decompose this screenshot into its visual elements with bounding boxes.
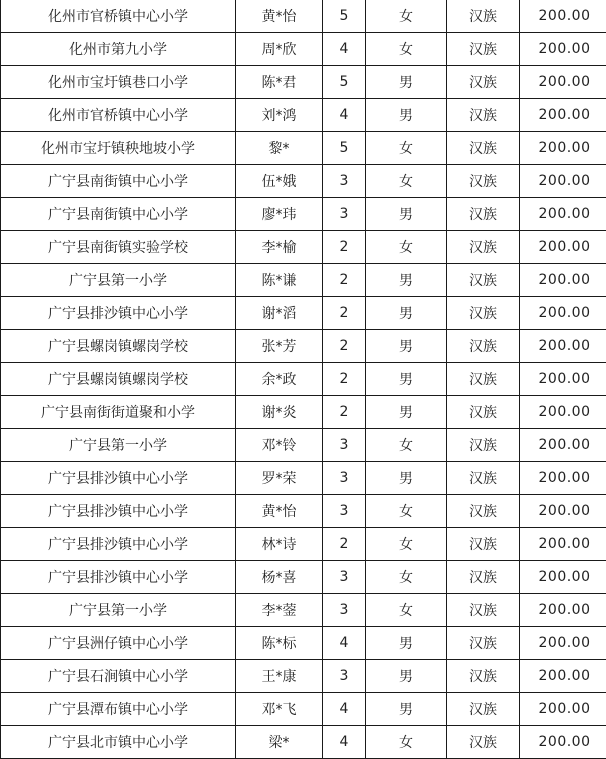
grade-cell: 4 <box>323 726 366 759</box>
amount-cell: 200.00 <box>520 165 606 198</box>
school-cell: 化州市第九小学 <box>1 33 236 66</box>
amount-cell: 200.00 <box>520 264 606 297</box>
ethnicity-cell: 汉族 <box>447 627 520 660</box>
student-name-cell: 罗*荣 <box>236 462 323 495</box>
ethnicity-cell: 汉族 <box>447 132 520 165</box>
ethnicity-cell: 汉族 <box>447 264 520 297</box>
school-cell: 广宁县螺岗镇螺岗学校 <box>1 363 236 396</box>
gender-cell: 女 <box>366 231 447 264</box>
student-name-cell: 陈*标 <box>236 627 323 660</box>
gender-cell: 女 <box>366 132 447 165</box>
school-cell: 化州市官桥镇中心小学 <box>1 0 236 33</box>
student-name-cell: 黄*怡 <box>236 0 323 33</box>
table-row <box>1 627 606 660</box>
school-cell: 广宁县螺岗镇螺岗学校 <box>1 330 236 363</box>
student-name-cell: 伍*娥 <box>236 165 323 198</box>
table-row <box>1 396 606 429</box>
ethnicity-cell: 汉族 <box>447 99 520 132</box>
school-cell: 广宁县排沙镇中心小学 <box>1 462 236 495</box>
table-row <box>1 264 606 297</box>
school-cell: 广宁县洲仔镇中心小学 <box>1 627 236 660</box>
amount-cell: 200.00 <box>520 363 606 396</box>
ethnicity-cell: 汉族 <box>447 330 520 363</box>
school-cell: 广宁县潭布镇中心小学 <box>1 693 236 726</box>
school-cell: 化州市官桥镇中心小学 <box>1 99 236 132</box>
ethnicity-cell: 汉族 <box>447 0 520 33</box>
grade-cell: 3 <box>323 594 366 627</box>
gender-cell: 男 <box>366 198 447 231</box>
gender-cell: 女 <box>366 561 447 594</box>
grade-cell: 4 <box>323 627 366 660</box>
student-name-cell: 陈*谦 <box>236 264 323 297</box>
ethnicity-cell: 汉族 <box>447 363 520 396</box>
amount-cell: 200.00 <box>520 396 606 429</box>
gender-cell: 男 <box>366 627 447 660</box>
ethnicity-cell: 汉族 <box>447 429 520 462</box>
ethnicity-cell: 汉族 <box>447 693 520 726</box>
student-name-cell: 杨*喜 <box>236 561 323 594</box>
gender-cell: 男 <box>366 396 447 429</box>
school-cell: 广宁县排沙镇中心小学 <box>1 528 236 561</box>
ethnicity-cell: 汉族 <box>447 66 520 99</box>
gender-cell: 男 <box>366 363 447 396</box>
student-name-cell: 谢*滔 <box>236 297 323 330</box>
grade-cell: 3 <box>323 561 366 594</box>
table-row <box>1 693 606 726</box>
student-name-cell: 谢*炎 <box>236 396 323 429</box>
table-row <box>1 363 606 396</box>
school-cell: 广宁县北市镇中心小学 <box>1 726 236 759</box>
student-name-cell: 李*榆 <box>236 231 323 264</box>
amount-cell: 200.00 <box>520 594 606 627</box>
student-name-cell: 周*欣 <box>236 33 323 66</box>
table-row <box>1 165 606 198</box>
ethnicity-cell: 汉族 <box>447 297 520 330</box>
ethnicity-cell: 汉族 <box>447 528 520 561</box>
school-cell: 广宁县排沙镇中心小学 <box>1 495 236 528</box>
gender-cell: 男 <box>366 66 447 99</box>
amount-cell: 200.00 <box>520 132 606 165</box>
table-row <box>1 594 606 627</box>
student-name-cell: 陈*君 <box>236 66 323 99</box>
gender-cell: 女 <box>366 429 447 462</box>
amount-cell: 200.00 <box>520 528 606 561</box>
ethnicity-cell: 汉族 <box>447 495 520 528</box>
gender-cell: 男 <box>366 462 447 495</box>
gender-cell: 女 <box>366 594 447 627</box>
grade-cell: 2 <box>323 297 366 330</box>
school-cell: 广宁县南街镇中心小学 <box>1 165 236 198</box>
student-name-cell: 李*蓥 <box>236 594 323 627</box>
table-row <box>1 495 606 528</box>
student-name-cell: 刘*鸿 <box>236 99 323 132</box>
ethnicity-cell: 汉族 <box>447 165 520 198</box>
grade-cell: 2 <box>323 264 366 297</box>
school-cell: 广宁县第一小学 <box>1 429 236 462</box>
ethnicity-cell: 汉族 <box>447 33 520 66</box>
grade-cell: 5 <box>323 66 366 99</box>
grade-cell: 2 <box>323 528 366 561</box>
table-row <box>1 726 606 759</box>
table-row <box>1 462 606 495</box>
grade-cell: 3 <box>323 198 366 231</box>
school-cell: 化州市宝圩镇秧地坡小学 <box>1 132 236 165</box>
gender-cell: 男 <box>366 297 447 330</box>
school-cell: 广宁县南街镇中心小学 <box>1 198 236 231</box>
table-row <box>1 0 606 33</box>
school-cell: 广宁县第一小学 <box>1 594 236 627</box>
ethnicity-cell: 汉族 <box>447 594 520 627</box>
grade-cell: 4 <box>323 33 366 66</box>
ethnicity-cell: 汉族 <box>447 462 520 495</box>
amount-cell: 200.00 <box>520 330 606 363</box>
amount-cell: 200.00 <box>520 198 606 231</box>
amount-cell: 200.00 <box>520 99 606 132</box>
table-row <box>1 528 606 561</box>
gender-cell: 男 <box>366 99 447 132</box>
table-body <box>1 0 606 759</box>
student-name-cell: 黎* <box>236 132 323 165</box>
grade-cell: 4 <box>323 693 366 726</box>
grade-cell: 5 <box>323 0 366 33</box>
student-name-cell: 廖*玮 <box>236 198 323 231</box>
amount-cell: 200.00 <box>520 0 606 33</box>
grade-cell: 3 <box>323 429 366 462</box>
ethnicity-cell: 汉族 <box>447 726 520 759</box>
amount-cell: 200.00 <box>520 660 606 693</box>
ethnicity-cell: 汉族 <box>447 231 520 264</box>
gender-cell: 女 <box>366 33 447 66</box>
grade-cell: 3 <box>323 165 366 198</box>
student-name-cell: 梁* <box>236 726 323 759</box>
gender-cell: 男 <box>366 264 447 297</box>
amount-cell: 200.00 <box>520 726 606 759</box>
school-cell: 化州市宝圩镇巷口小学 <box>1 66 236 99</box>
table-row <box>1 429 606 462</box>
school-cell: 广宁县石涧镇中心小学 <box>1 660 236 693</box>
amount-cell: 200.00 <box>520 495 606 528</box>
grade-cell: 3 <box>323 495 366 528</box>
table-row <box>1 99 606 132</box>
student-name-cell: 黄*怡 <box>236 495 323 528</box>
school-cell: 广宁县排沙镇中心小学 <box>1 561 236 594</box>
school-cell: 广宁县南街街道聚和小学 <box>1 396 236 429</box>
school-cell: 广宁县排沙镇中心小学 <box>1 297 236 330</box>
student-name-cell: 余*政 <box>236 363 323 396</box>
amount-cell: 200.00 <box>520 33 606 66</box>
ethnicity-cell: 汉族 <box>447 396 520 429</box>
gender-cell: 男 <box>366 693 447 726</box>
table-row <box>1 297 606 330</box>
grade-cell: 5 <box>323 132 366 165</box>
amount-cell: 200.00 <box>520 462 606 495</box>
table-row <box>1 330 606 363</box>
gender-cell: 男 <box>366 660 447 693</box>
gender-cell: 女 <box>366 0 447 33</box>
gender-cell: 女 <box>366 165 447 198</box>
grade-cell: 3 <box>323 660 366 693</box>
student-name-cell: 林*诗 <box>236 528 323 561</box>
table-row <box>1 132 606 165</box>
grade-cell: 2 <box>323 363 366 396</box>
table-row <box>1 66 606 99</box>
gender-cell: 女 <box>366 495 447 528</box>
gender-cell: 男 <box>366 330 447 363</box>
gender-cell: 女 <box>366 726 447 759</box>
ethnicity-cell: 汉族 <box>447 660 520 693</box>
student-name-cell: 王*康 <box>236 660 323 693</box>
ethnicity-cell: 汉族 <box>447 198 520 231</box>
student-name-cell: 张*芳 <box>236 330 323 363</box>
grade-cell: 3 <box>323 462 366 495</box>
amount-cell: 200.00 <box>520 627 606 660</box>
table-row <box>1 231 606 264</box>
grade-cell: 2 <box>323 396 366 429</box>
ethnicity-cell: 汉族 <box>447 561 520 594</box>
student-name-cell: 邓*铃 <box>236 429 323 462</box>
table-row <box>1 33 606 66</box>
grade-cell: 4 <box>323 99 366 132</box>
gender-cell: 女 <box>366 528 447 561</box>
amount-cell: 200.00 <box>520 66 606 99</box>
amount-cell: 200.00 <box>520 561 606 594</box>
grade-cell: 2 <box>323 330 366 363</box>
table-row <box>1 660 606 693</box>
amount-cell: 200.00 <box>520 231 606 264</box>
school-cell: 广宁县南街镇实验学校 <box>1 231 236 264</box>
amount-cell: 200.00 <box>520 297 606 330</box>
table-row <box>1 561 606 594</box>
school-cell: 广宁县第一小学 <box>1 264 236 297</box>
amount-cell: 200.00 <box>520 429 606 462</box>
table-row <box>1 198 606 231</box>
amount-cell: 200.00 <box>520 693 606 726</box>
student-name-cell: 邓*飞 <box>236 693 323 726</box>
grade-cell: 2 <box>323 231 366 264</box>
